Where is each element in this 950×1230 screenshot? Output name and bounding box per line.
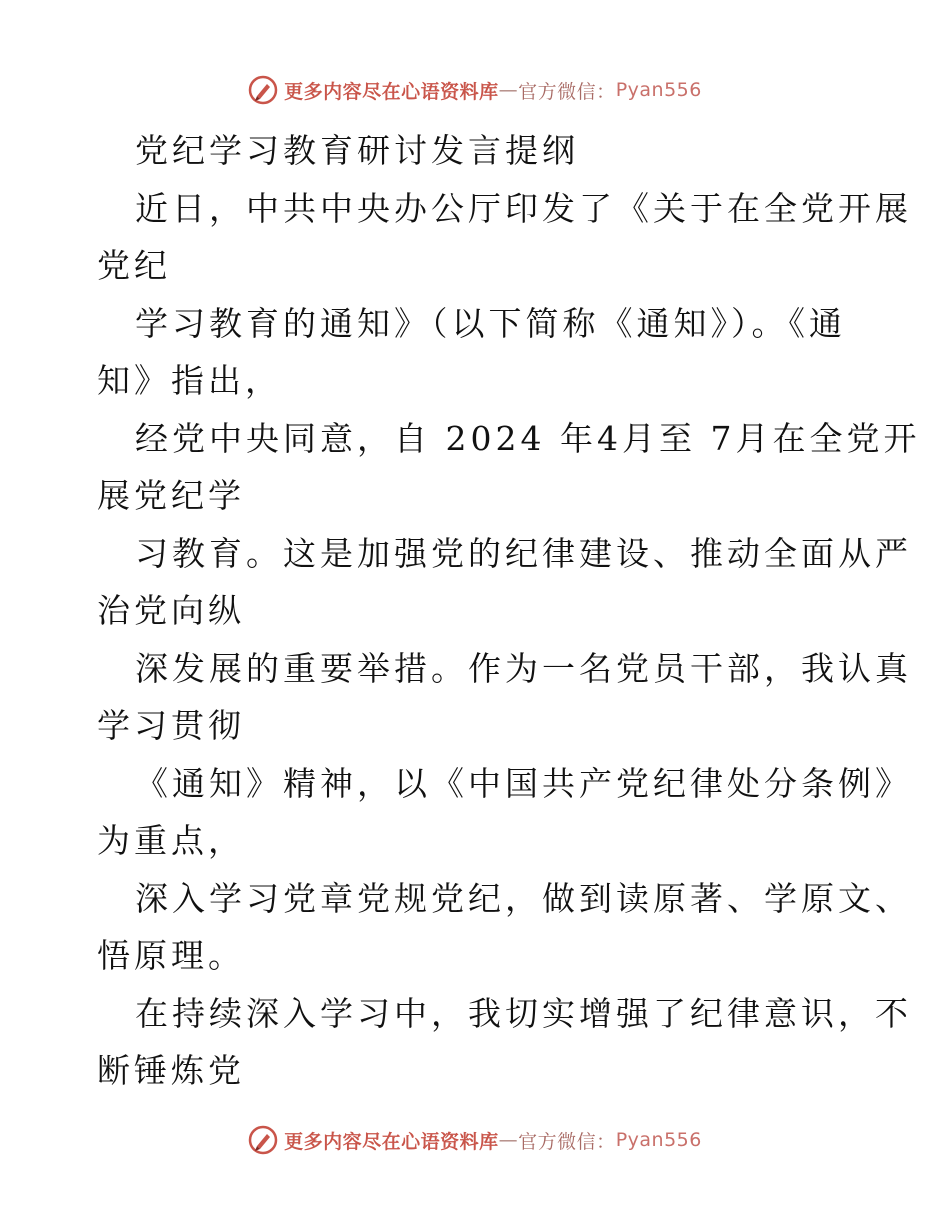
banner-main-text: 更多内容尽在心语资料库 xyxy=(284,80,499,103)
text-line: 悟原理。 xyxy=(97,936,245,975)
text-line: 党纪学习教育研讨发言提纲 xyxy=(135,131,579,170)
text-line: 在持续深入学习中，我切实增强了纪律意识，不 xyxy=(135,993,912,1033)
text-line: 深入学习党章党规党纪，做到读原著、学原文、 xyxy=(135,878,912,918)
pen-logo-icon xyxy=(248,75,278,105)
banner-separator: — xyxy=(498,1129,519,1151)
document-body xyxy=(97,122,921,1100)
text-line: 断锤炼党 xyxy=(97,1051,245,1090)
text-line: 知》指出， xyxy=(97,361,282,400)
text-line: 学习教育的通知》（以下简称《通知》）。《通 xyxy=(135,303,846,343)
text-line: 经党中央同意，自 2024 年4月至 7月在全党开 xyxy=(135,418,921,458)
footer-banner xyxy=(0,1120,950,1160)
banner-main-text: 更多内容尽在心语资料库 xyxy=(284,1130,499,1153)
text-line: 党纪 xyxy=(97,246,171,285)
text-line: 展党纪学 xyxy=(97,476,245,515)
text-line: 深发展的重要举措。作为一名党员干部，我认真 xyxy=(135,648,912,688)
text-line: 治党向纵 xyxy=(97,591,245,630)
text-line: 为重点， xyxy=(97,821,245,860)
banner-wechat-id: Pyan556 xyxy=(615,79,702,101)
banner-separator: — xyxy=(498,79,519,101)
text-line: 《通知》精神，以《中国共产党纪律处分条例》 xyxy=(135,763,912,803)
banner-wechat-label: 官方微信： xyxy=(518,80,616,103)
header-banner xyxy=(0,70,950,110)
text-line: 近日，中共中央办公厅印发了《关于在全党开展 xyxy=(135,188,912,228)
text-line: 习教育。这是加强党的纪律建设、推动全面从严 xyxy=(135,533,912,573)
banner-wechat-id: Pyan556 xyxy=(615,1129,702,1151)
text-line: 学习贯彻 xyxy=(97,706,245,745)
banner-wechat-label: 官方微信： xyxy=(518,1130,616,1153)
pen-logo-icon xyxy=(248,1125,278,1155)
